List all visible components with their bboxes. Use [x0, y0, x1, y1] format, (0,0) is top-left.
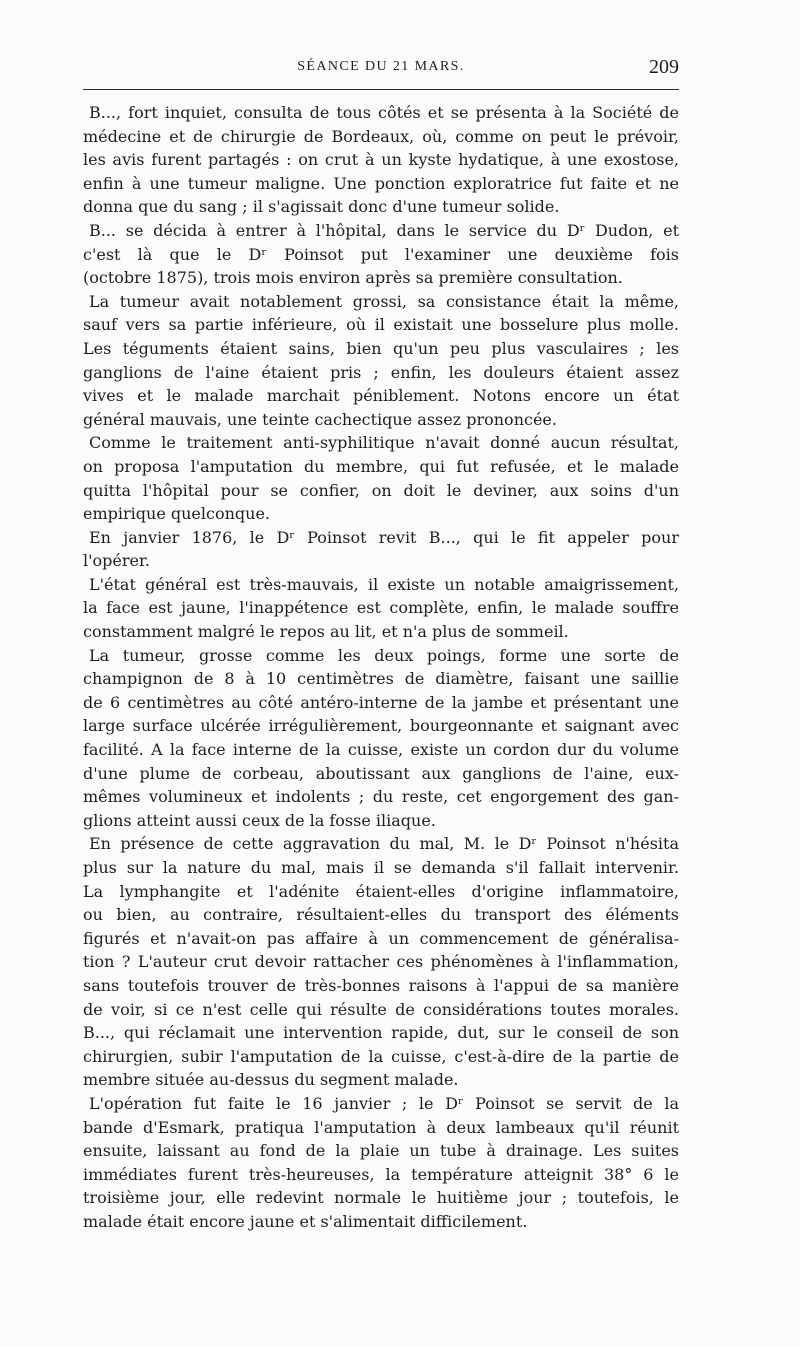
text-line: on proposa l'amputation du membre, qui fut refusée, et le malade: [83, 456, 679, 476]
text-line: figurés et n'avait-on pas affaire à un commencement de généralisa-: [83, 928, 679, 948]
text-line: La lymphangite et l'adénite étaient-elles d'origine inflammatoire,: [83, 881, 679, 901]
text-line: sans toutefois trouver de très-bonnes raisons à l'appui de sa manière: [83, 975, 679, 995]
text-line: En présence de cette aggravation du mal, M. le Dʳ Poinsot n'hésita: [89, 834, 679, 854]
text-line: ou bien, au contraire, résultaient-elles du transport des éléments: [83, 905, 679, 925]
text-line: l'opérer.: [83, 551, 150, 571]
paragraph-1: [83, 101, 679, 219]
text-line: B... se décida à entrer à l'hôpital, dans le service du Dʳ Dudon, et: [89, 220, 679, 240]
text-line: malade était encore jaune et s'alimentait difficilement.: [83, 1211, 528, 1231]
paragraph-9: [83, 1092, 679, 1234]
text-line: de voir, si ce n'est celle qui résulte de considérations toutes morales.: [83, 999, 679, 1019]
paragraph-2: [83, 219, 679, 290]
text-line: facilité. A la face interne de la cuisse, existe un cordon dur du volume: [83, 740, 679, 760]
text-line: médecine et de chirurgie de Bordeaux, où, comme on peut le prévoir,: [83, 126, 679, 146]
text-line: général mauvais, une teinte cachectique assez prononcée.: [83, 409, 557, 429]
text-line: (octobre 1875), trois mois environ après sa première consultation.: [83, 268, 623, 288]
text-line: c'est là que le Dʳ Poinsot put l'examiner une deuxième fois: [83, 244, 679, 264]
text-line: enfin à une tumeur maligne. Une ponction exploratrice fut faite et ne: [83, 173, 679, 193]
page-number: 209: [649, 56, 679, 78]
text-line: de 6 centimètres au côté antéro-interne de la jambe et présentant une: [83, 692, 679, 712]
text-line: membre située au-dessus du segment malade.: [83, 1070, 459, 1090]
text-line: Les téguments étaient sains, bien qu'un peu plus vasculaires ; les: [83, 338, 679, 358]
text-line: plus sur la nature du mal, mais il se demanda s'il fallait intervenir.: [83, 858, 679, 877]
text-line: ensuite, laissant au fond de la plaie un tube à drainage. Les suites: [83, 1141, 679, 1161]
text-line: empirique quelconque.: [83, 504, 270, 524]
text-line: tion ? L'auteur crut devoir rattacher ces phénomènes à l'inflammation,: [83, 952, 679, 972]
text-line: L'état général est très-mauvais, il existe un notable amaigrissement,: [89, 574, 679, 594]
text-line: B..., qui réclamait une intervention rapide, dut, sur le conseil de son: [83, 1023, 679, 1043]
text-line: d'une plume de corbeau, aboutissant aux ganglions de l'aine, eux-: [83, 763, 679, 783]
header-rule: [83, 89, 679, 90]
text-line: sauf vers sa partie inférieure, où il existait une bosselure plus molle.: [83, 315, 679, 335]
paragraph-4: [83, 431, 679, 525]
text-line: quitta l'hôpital pour se confier, on doit le deviner, aux soins d'un: [83, 480, 679, 500]
text-line: bande d'Esmark, pratiqua l'amputation à deux lambeaux qu'il réunit: [83, 1117, 679, 1137]
text-line: immédiates furent très-heureuses, la température atteignit 38° 6 le: [83, 1164, 679, 1184]
text-line: donna que du sang ; il s'agissait donc d'une tumeur solide.: [83, 197, 560, 217]
text-line: ganglions de l'aine étaient pris ; enfin, les douleurs étaient assez: [83, 362, 679, 382]
paragraph-6: [83, 573, 679, 644]
paragraph-5: [83, 526, 679, 573]
text-line: L'opération fut faite le 16 janvier ; le Dʳ Poinsot se servit de la: [89, 1093, 679, 1113]
text-line: glions atteint aussi ceux de la fosse iliaque.: [83, 810, 436, 830]
body-text: [83, 101, 679, 1234]
text-line: vives et le malade marchait péniblement. Notons encore un état: [83, 386, 679, 406]
running-title: SÉANCE DU 21 MARS.: [297, 59, 465, 74]
book-page: [83, 0, 679, 1347]
text-line: troisième jour, elle redevint normale le huitième jour ; toutefois, le: [83, 1188, 679, 1208]
text-line: chirurgien, subir l'amputation de la cuisse, c'est-à-dire de la partie de: [83, 1046, 679, 1066]
text-line: mêmes volumineux et indolents ; du reste, cet engorgement des gan-: [83, 787, 679, 807]
paragraph-8: [83, 832, 679, 1092]
paragraph-3: [83, 290, 679, 432]
text-line: B..., fort inquiet, consulta de tous côtés et se présenta à la Société de: [89, 103, 679, 122]
text-line: large surface ulcérée irrégulièrement, bourgeonnante et saignant avec: [83, 716, 679, 736]
text-line: La tumeur avait notablement grossi, sa consistance était la même,: [89, 291, 679, 311]
text-line: champignon de 8 à 10 centimètres de diamètre, faisant une saillie: [83, 669, 679, 689]
text-line: les avis furent partagés : on crut à un kyste hydatique, à une exostose,: [83, 150, 679, 170]
text-line: constamment malgré le repos au lit, et n'a plus de sommeil.: [83, 622, 569, 642]
text-line: La tumeur, grosse comme les deux poings, forme une sorte de: [89, 645, 679, 665]
text-line: la face est jaune, l'inappétence est complète, enfin, le malade souffre: [83, 598, 679, 618]
running-head: [83, 56, 679, 82]
text-line: En janvier 1876, le Dʳ Poinsot revit B..., qui le fit appeler pour: [89, 527, 679, 547]
paragraph-7: [83, 644, 679, 833]
text-line: Comme le traitement anti-syphilitique n'avait donné aucun résultat,: [89, 433, 679, 453]
